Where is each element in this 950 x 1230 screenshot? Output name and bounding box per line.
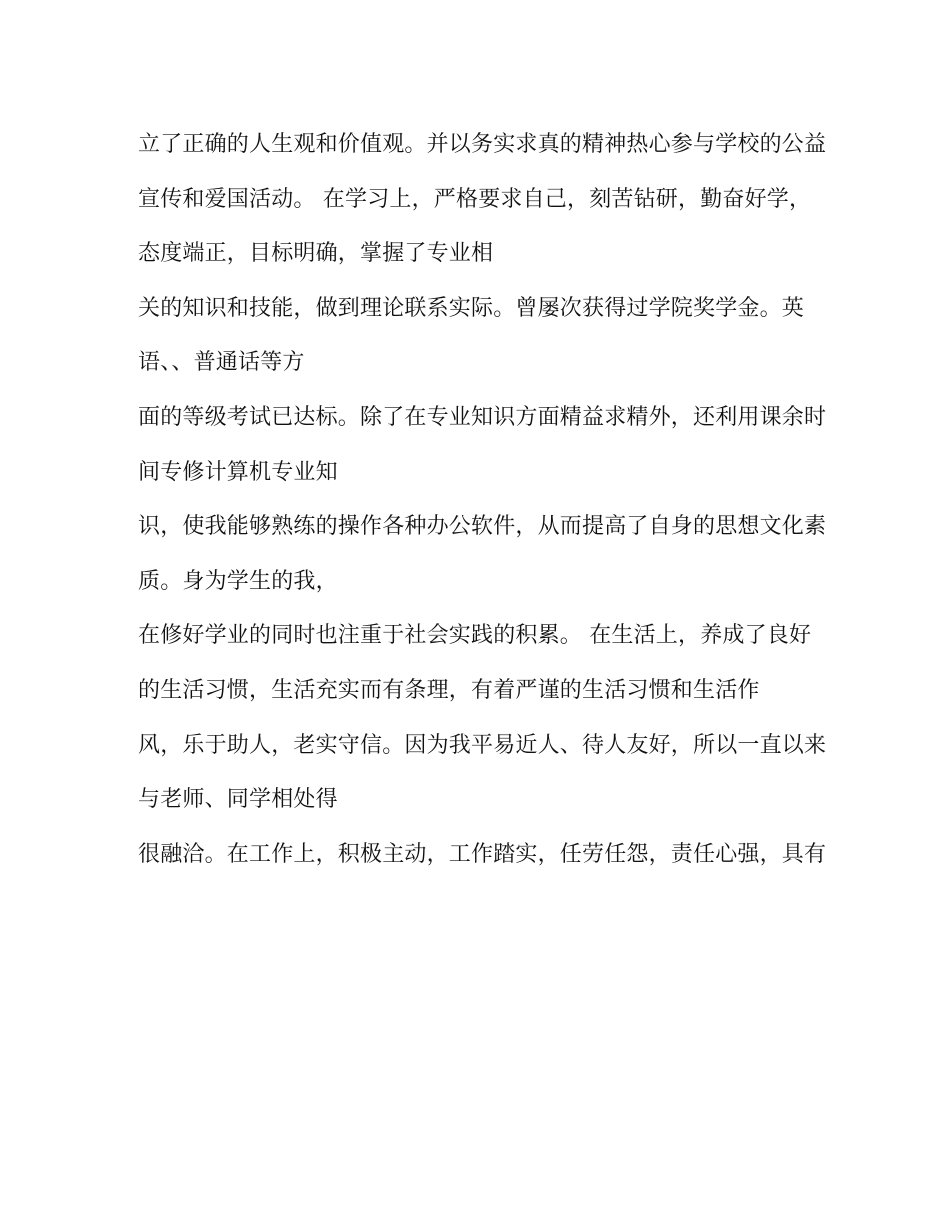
text-line: 识，使我能够熟练的操作各种办公软件，从而提高了自身的思想文化素 — [138, 514, 827, 540]
text-line: 面的等级考试已达标。除了在专业知识方面精益求精外，还利用课余时 — [138, 404, 827, 430]
text-line: 在修好学业的同时也注重于社会实践的积累。 在生活上，养成了良好 — [138, 623, 812, 649]
text-line: 风，乐于助人，老实守信。因为我平易近人、待人友好，所以一直以来 — [138, 732, 827, 758]
text-line: 态度端正，目标明确，掌握了专业相 — [138, 241, 494, 267]
text-line: 语、、普通话等方 — [138, 350, 305, 376]
text-line: 很融洽。在工作上，积极主动，工作踏实，任劳任怨，责任心强，具有 — [138, 841, 827, 867]
text-line: 质。身为学生的我， — [138, 568, 338, 594]
text-line: 宣传和爱国活动。 在学习上，严格要求自己，刻苦钻研，勤奋好学， — [138, 186, 812, 212]
text-line: 关的知识和技能，做到理论联系实际。曾屡次获得过学院奖学金。英 — [138, 295, 805, 321]
text-line: 与老师、同学相处得 — [138, 787, 338, 813]
body-text — [138, 118, 828, 882]
text-line: 立了正确的人生观和价值观。并以务实求真的精神热心参与学校的公益 — [138, 132, 827, 157]
text-line: 间专修计算机专业知 — [138, 459, 338, 485]
text-line: 的生活习惯，生活充实而有条理，有着严谨的生活习惯和生活作 — [138, 677, 760, 703]
